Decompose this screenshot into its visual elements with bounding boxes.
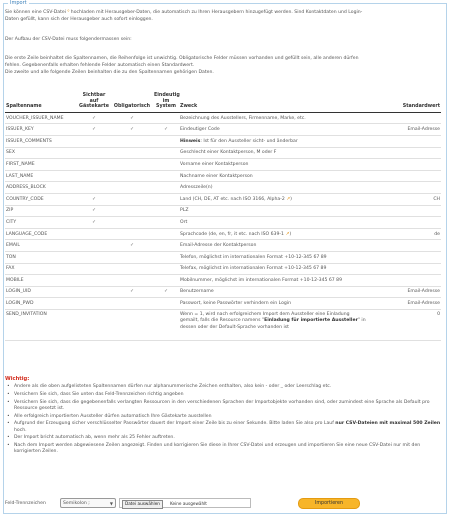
check-required	[111, 193, 153, 205]
check-visible	[77, 182, 111, 194]
check-required: ✓	[111, 240, 153, 252]
cell-default	[375, 135, 441, 147]
import-button[interactable]: Importieren	[298, 498, 360, 509]
check-unique	[153, 298, 179, 310]
table-row	[5, 298, 441, 310]
check-visible	[77, 251, 111, 263]
check-visible	[77, 228, 111, 240]
cell-purpose: Hinweis: Ist für den Aussteller sicht- und änderbar	[179, 135, 375, 147]
check-required	[111, 205, 153, 217]
cell-name: TON	[5, 251, 77, 263]
check-visible	[77, 298, 111, 310]
cell-name: SEND_INVITATION	[5, 309, 77, 340]
check-unique	[153, 228, 179, 240]
check-required	[111, 147, 153, 159]
check-visible: ✓	[77, 112, 111, 124]
check-unique	[153, 217, 179, 229]
check-required	[111, 135, 153, 147]
cell-name: SEX	[5, 147, 77, 159]
cell-purpose: Vorname einer Kontaktperson	[179, 159, 375, 171]
cell-name: ZIP	[5, 205, 77, 217]
cell-default	[375, 275, 441, 287]
intro-text	[5, 10, 441, 24]
choose-file-button[interactable]: Datei auswählen	[122, 500, 163, 509]
check-unique: ✓	[153, 286, 179, 298]
table-row	[5, 124, 441, 136]
cell-name: LOGIN_PWD	[5, 298, 77, 310]
columns-table	[5, 93, 441, 341]
check-unique	[153, 193, 179, 205]
header-unique: Eindeutig im System	[153, 93, 179, 112]
notes-list	[5, 384, 441, 457]
cell-purpose: Ort	[179, 217, 375, 229]
check-unique	[153, 170, 179, 182]
table-row	[5, 217, 441, 229]
cell-purpose: Bezeichnung des Ausstellers, Firmenname, Marke, etc.	[179, 112, 375, 124]
check-required	[111, 251, 153, 263]
table-row	[5, 159, 441, 171]
header-visible: Sichtbar auf Gästekarte	[77, 93, 111, 112]
table-row	[5, 147, 441, 159]
cell-default	[375, 170, 441, 182]
cell-default	[375, 263, 441, 275]
header-column-name: Spaltenname	[5, 93, 77, 112]
cell-purpose: Passwort, keine Passwörter verhindern ein Login	[179, 298, 375, 310]
check-visible	[77, 263, 111, 275]
check-visible	[77, 275, 111, 287]
cell-purpose: Sprachcode (de, en, fr, it etc. nach ISO 639-1 ↗)	[179, 228, 375, 240]
check-visible: ✓	[77, 205, 111, 217]
warning-title: Wichtig:	[5, 376, 30, 382]
fieldset-legend: Import	[10, 0, 27, 6]
check-visible: ✓	[77, 217, 111, 229]
table-row	[5, 251, 441, 263]
cell-purpose: Benutzername	[179, 286, 375, 298]
cell-purpose: Geschlecht einer Kontaktperson, M oder F	[179, 147, 375, 159]
cell-default: de	[375, 228, 441, 240]
check-required	[111, 298, 153, 310]
list-item: • Versichern Sie sich, dass Sie unten das Feld-Trennzeichen richtig angeben	[14, 392, 441, 398]
check-visible	[77, 286, 111, 298]
cell-default	[375, 182, 441, 194]
check-unique	[153, 263, 179, 275]
external-link-icon[interactable]: ↗	[286, 196, 291, 202]
cell-default	[375, 112, 441, 124]
cell-default: Email-Adresse	[375, 124, 441, 136]
check-visible	[77, 147, 111, 159]
cell-purpose: Telefax, möglichst im internationalen Format +10-12-345 67 89	[179, 263, 375, 275]
list-item: • Alle erfolgreich importierten Aussteller dürfen automatisch Ihre Gästekarte ausstellen	[14, 414, 441, 420]
table-row	[5, 182, 441, 194]
cell-name: CITY	[5, 217, 77, 229]
table-row	[5, 112, 441, 124]
cell-purpose: Nachname einer Kontaktperson	[179, 170, 375, 182]
check-visible	[77, 159, 111, 171]
table-row	[5, 263, 441, 275]
cell-name: MOBILE	[5, 275, 77, 287]
cell-purpose: Eindeutiger Code	[179, 124, 375, 136]
cell-default: 0	[375, 309, 441, 340]
intro-line: fehlen. Gegebenenfalls erhalten fehlende Felder automatisch einen Standardwert.	[5, 62, 195, 68]
cell-default	[375, 205, 441, 217]
table-row	[5, 170, 441, 182]
check-visible: ✓	[77, 124, 111, 136]
intro-rules	[5, 56, 441, 76]
cell-default: Email-Adresse	[375, 286, 441, 298]
intro-line: Daten gefüllt, kann sich der Herausgeber auch sofort einloggen.	[5, 16, 153, 22]
chevron-down-icon: ▼	[109, 501, 113, 506]
list-item: • Versichern Sie sich, dass die gegebenenfalls verlangten Ressourcen in den verschiedenen Sprachen der Importobjekte vorhanden sind, oder zumindest eine Sprache als Default pro Ressource gesetzt ist.	[14, 400, 441, 412]
check-unique	[153, 309, 179, 340]
check-unique	[153, 275, 179, 287]
list-item: • Aufgrund der Erzeugung sicher verschlüsselter Passwörter dauert der Import einer Zeile bis zu einer Sekunde. Bitte laden Sie also pro Lauf nur CSV-Dateien mit maximal 500 Zeilen hoch.	[14, 421, 441, 433]
cell-default	[375, 147, 441, 159]
check-required	[111, 228, 153, 240]
check-unique: ✓	[153, 124, 179, 136]
import-form	[5, 498, 441, 510]
cell-default	[375, 217, 441, 229]
check-required: ✓	[111, 124, 153, 136]
file-input[interactable]	[119, 498, 251, 508]
check-required	[111, 263, 153, 275]
check-required: ✓	[111, 112, 153, 124]
cell-name: FIRST_NAME	[5, 159, 77, 171]
table-row	[5, 309, 441, 340]
cell-name: LANGUAGE_CODE	[5, 228, 77, 240]
cell-default: CH	[375, 193, 441, 205]
list-item: • Andere als die oben aufgelisteten Spaltennamen dürfen nur alphanummerische Zeichen enthalten, also kein - oder _ oder Leerschlag etc.	[14, 384, 441, 390]
file-status: Keine ausgewählt	[170, 501, 207, 506]
check-visible: ✓	[77, 193, 111, 205]
separator-label: Feld-Trennzeichen	[5, 501, 46, 506]
list-item: • Nach dem Import werden abgewiesene Zeilen angezeigt. Finden und korrigieren Sie diese in Ihrer CSV-Datei und erzeugen und importieren Sie eine neue CSV-Datei nur mit den korrigierten Zeilen.	[14, 443, 441, 455]
cell-name: LOGIN_UID	[5, 286, 77, 298]
check-unique	[153, 112, 179, 124]
check-unique	[153, 159, 179, 171]
help-icon[interactable]: ⁰	[67, 10, 70, 15]
check-required	[111, 182, 153, 194]
check-unique	[153, 135, 179, 147]
check-required	[111, 159, 153, 171]
external-link-icon[interactable]: ↗	[285, 231, 290, 237]
check-unique	[153, 182, 179, 194]
cell-purpose: Mobilnummer, möglichst im internationalen Format +10-12-345 67 89	[179, 275, 375, 287]
check-required	[111, 217, 153, 229]
cell-purpose: Email-Adresse der Kontaktperson	[179, 240, 375, 252]
check-visible	[77, 170, 111, 182]
check-unique	[153, 147, 179, 159]
table-row	[5, 286, 441, 298]
cell-name: EMAIL	[5, 240, 77, 252]
cell-purpose: Adresszeile(n)	[179, 182, 375, 194]
separator-select[interactable]: Semikolon ; ▼	[60, 498, 116, 508]
intro-line: Die erste Zeile beinhaltet die Spaltennamen, die Reihenfolge ist unwichtig. Obligatorische Felder müssen vorhanden und gefüllt sein, alle anderen dürfen	[5, 56, 359, 61]
cell-name: ADDRESS_BLOCK	[5, 182, 77, 194]
table-row	[5, 135, 441, 147]
check-visible	[77, 135, 111, 147]
header-purpose: Zweck	[179, 93, 375, 112]
table-row	[5, 275, 441, 287]
cell-name: ISSUER_KEY	[5, 124, 77, 136]
cell-purpose: PLZ	[179, 205, 375, 217]
intro-line: Die zweite und alle folgende Zeilen beinhalten die zu den Spaltennamen gehörigen Daten.	[5, 69, 214, 75]
check-visible	[77, 309, 111, 340]
cell-name: COUNTRY_CODE	[5, 193, 77, 205]
check-unique	[153, 240, 179, 252]
intro-structure: Der Aufbau der CSV-Datei muss folgendermassen sein:	[5, 37, 132, 42]
check-visible	[77, 240, 111, 252]
check-unique	[153, 205, 179, 217]
table-row	[5, 205, 441, 217]
header-default: Standardwert	[375, 93, 441, 112]
table-row	[5, 240, 441, 252]
check-required	[111, 170, 153, 182]
table-row	[5, 228, 441, 240]
check-required	[111, 309, 153, 340]
table-row	[5, 193, 441, 205]
cell-name: ISSUER_COMMENTS	[5, 135, 77, 147]
cell-default: Email-Adresse	[375, 298, 441, 310]
cell-name: FAX	[5, 263, 77, 275]
cell-purpose: Land (CH, DE, AT etc. nach ISO 3166, Alpha-2 ↗)	[179, 193, 375, 205]
cell-name: VOUCHER_ISSUER_NAME	[5, 112, 77, 124]
cell-default	[375, 240, 441, 252]
cell-default	[375, 251, 441, 263]
intro-line: Sie können eine CSV-Datei ⁰ hochladen mit Herausgeber-Daten, die automatisch zu Ihren Herausgebern hinzugefügt werden. Sind Kontaktdaten und Login-	[5, 10, 363, 15]
check-unique	[153, 251, 179, 263]
check-required	[111, 275, 153, 287]
cell-purpose: Wenn = 1, wird nach erfolgreichem Import dem Aussteller eine Einladung gemailt, falls die Resource namens "Einladung für importierte Aussteller" in dessen oder der Default-Sprache vorhanden ist	[179, 309, 375, 340]
check-required: ✓	[111, 286, 153, 298]
list-item: • Der Import bricht automatisch ab, wenn mehr als 25 Fehler auftreten.	[14, 435, 441, 441]
header-required: Obligatorisch	[111, 93, 153, 112]
cell-name: LAST_NAME	[5, 170, 77, 182]
table-header-row	[5, 93, 441, 112]
cell-purpose: Telefon, möglichst im internationalen Format +10-12-345 67 89	[179, 251, 375, 263]
cell-default	[375, 159, 441, 171]
